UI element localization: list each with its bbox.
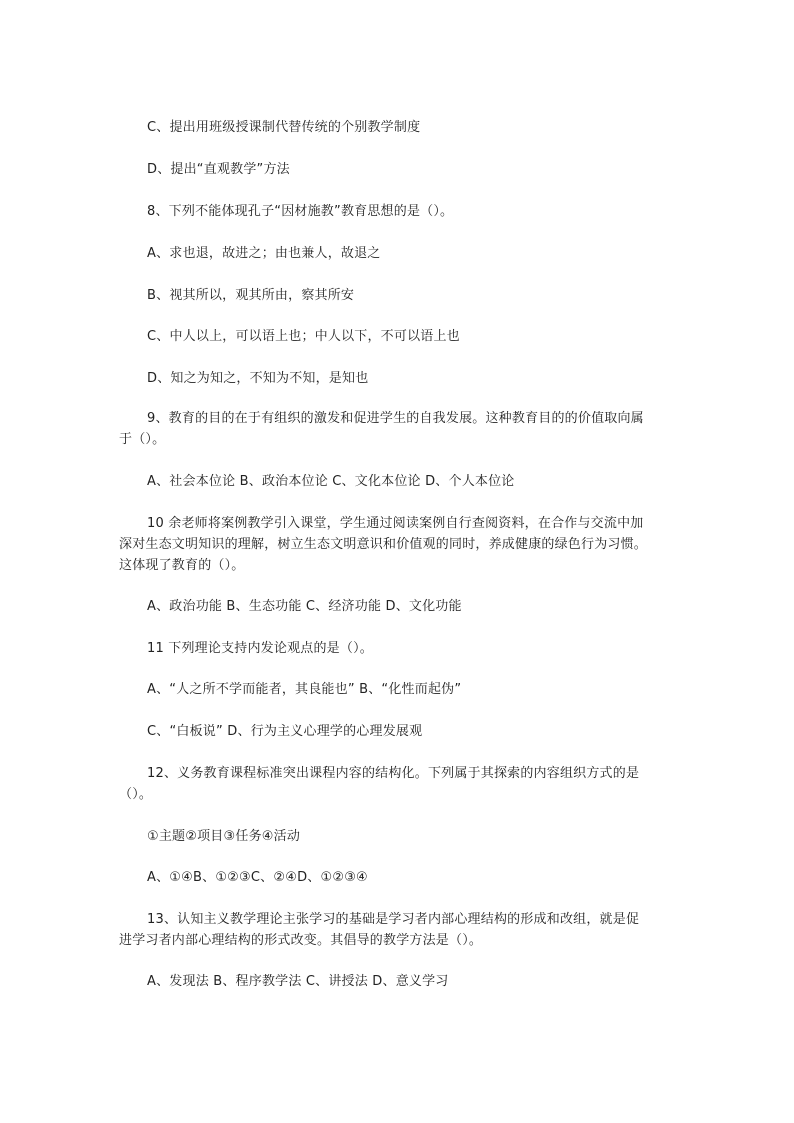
- options-q10: A、政治功能 B、生态功能 C、经济功能 D、文化功能: [147, 599, 462, 614]
- question-10-line-3: 这体现了教育的（）。: [119, 558, 245, 573]
- question-9-line-1: 9、教育的目的在于有组织的激发和促进学生的自我发展。这种教育目的的价值取向属: [147, 411, 644, 426]
- question-9-line-2: 于（）。: [119, 432, 166, 447]
- question-10-line-1: 10 余老师将案例教学引入课堂，学生通过阅读案例自行查阅资料，在合作与交流中加: [147, 516, 644, 531]
- question-13-line-1: 13、认知主义教学理论主张学习的基础是学习者内部心理结构的形成和改组，就是促: [147, 912, 640, 927]
- question-8: 8、下列不能体现孔子“因材施教”教育思想的是（）。: [147, 204, 454, 219]
- options-q11-line-2: C、“白板说” D、行为主义心理学的心理发展观: [147, 724, 423, 739]
- options-q11-line-1: A、“人之所不学而能者，其良能也” B、“化性而起伪”: [147, 682, 462, 697]
- option-c-q7: C、提出用班级授课制代替传统的个别教学制度: [147, 120, 421, 135]
- option-b-q8: B、视其所以，观其所由，察其所安: [147, 288, 355, 303]
- options-q13: A、发现法 B、程序教学法 C、讲授法 D、意义学习: [147, 974, 449, 989]
- question-12-line-2: （）。: [119, 787, 153, 802]
- question-13-line-2: 进学习者内部心理结构的形式改变。其倡导的教学方法是（）。: [119, 933, 483, 948]
- question-12-items: ①主题②项目③任务④活动: [147, 829, 301, 844]
- question-11: 11 下列理论支持内发论观点的是（）。: [147, 641, 373, 656]
- options-q12: A、①④B、①②③C、②④D、①②③④: [147, 870, 368, 885]
- options-q9: A、社会本位论 B、政治本位论 C、文化本位论 D、个人本位论: [147, 474, 515, 489]
- option-d-q8: D、知之为知之，不知为不知，是知也: [147, 371, 369, 386]
- option-c-q8: C、中人以上，可以语上也；中人以下，不可以语上也: [147, 329, 460, 344]
- option-a-q8: A、求也退，故进之；由也兼人，故退之: [147, 246, 381, 261]
- question-10-line-2: 深对生态文明知识的理解，树立生态文明意识和价值观的同时，养成健康的绿色行为习惯。: [119, 537, 648, 552]
- option-d-q7: D、提出“直观教学”方法: [147, 162, 290, 177]
- question-12-line-1: 12、义务教育课程标准突出课程内容的结构化。下列属于其探索的内容组织方式的是: [147, 766, 640, 781]
